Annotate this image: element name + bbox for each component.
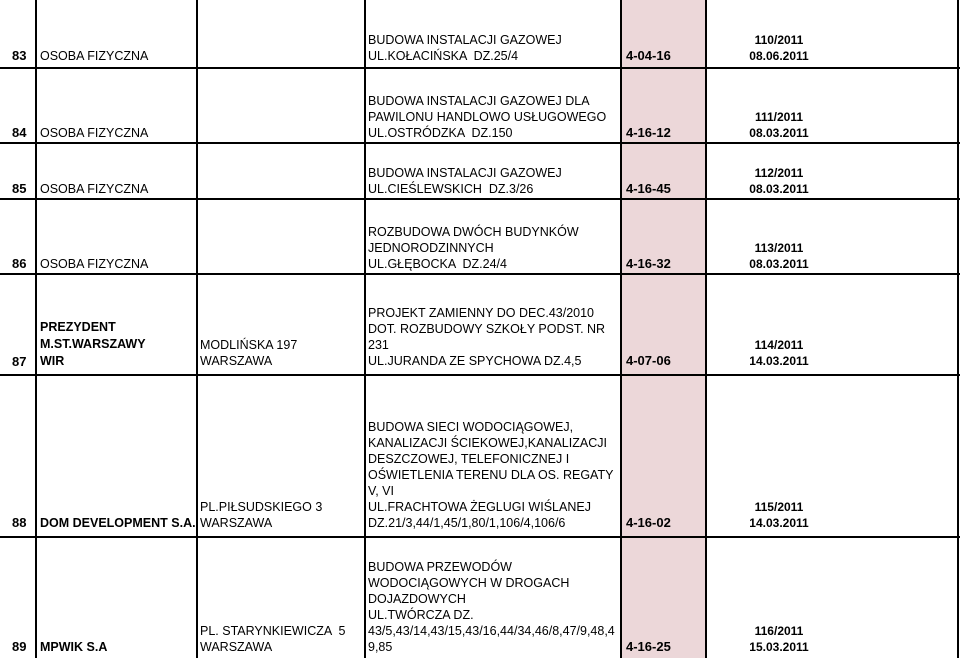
- description-line: KANALIZACJI ŚCIEKOWEJ,KANALIZACJI: [368, 436, 607, 450]
- cadastral-code: 4-16-32: [626, 256, 671, 271]
- col-divider: [35, 0, 37, 658]
- row-divider: [0, 198, 960, 200]
- col-divider: [957, 0, 959, 658]
- description-line: DOJAZDOWYCH: [368, 592, 466, 606]
- cadastral-code: 4-16-12: [626, 125, 671, 140]
- description-line: JEDNORODZINNYCH: [368, 241, 494, 255]
- decision-number: 116/2011: [754, 624, 804, 638]
- description-line: PROJEKT ZAMIENNY DO DEC.43/2010: [368, 306, 595, 320]
- decision-date: 14.03.2011: [749, 516, 809, 530]
- investor-line: OSOBA FIZYCZNA: [40, 182, 149, 196]
- cadastral-code: 4-16-45: [626, 181, 671, 196]
- address-line: WARSZAWA: [200, 640, 273, 654]
- row-divider: [0, 374, 960, 376]
- description-line: UL.JURANDA ZE SPYCHOWA DZ.4,5: [368, 354, 582, 368]
- investor-line: PREZYDENT: [40, 320, 116, 334]
- decision-date: 08.03.2011: [749, 257, 809, 271]
- decision-number: 112/2011: [754, 166, 804, 180]
- description-line: ROZBUDOWA DWÓCH BUDYNKÓW: [368, 225, 579, 239]
- investor-line: MPWIK S.A: [40, 640, 108, 654]
- investor-line: OSOBA FIZYCZNA: [40, 126, 149, 140]
- row-divider: [0, 536, 960, 538]
- investor-line: DOM DEVELOPMENT S.A.: [40, 516, 196, 530]
- cadastral-code: 4-07-06: [626, 353, 671, 368]
- decision-number: 110/2011: [754, 33, 804, 47]
- row-number: 86: [12, 256, 27, 271]
- description-line: BUDOWA INSTALACJI GAZOWEJ: [368, 166, 562, 180]
- description-line: UL.CIEŚLEWSKICH DZ.3/26: [368, 182, 534, 196]
- cadastral-code: 4-16-25: [626, 639, 671, 654]
- investor-line: OSOBA FIZYCZNA: [40, 49, 149, 63]
- row-number: 89: [12, 639, 27, 654]
- decision-date: 15.03.2011: [749, 640, 809, 654]
- description-line: BUDOWA SIECI WODOCIĄGOWEJ,: [368, 420, 574, 434]
- description-line: V, VI: [368, 484, 394, 498]
- address-line: MODLIŃSKA 197: [200, 338, 298, 352]
- address-line: WARSZAWA: [200, 354, 273, 368]
- investor-line: M.ST.WARSZAWY: [40, 337, 146, 351]
- highlighted-column: [621, 0, 705, 658]
- description-line: PAWILONU HANDLOWO USŁUGOWEGO: [368, 110, 607, 124]
- decision-number: 113/2011: [754, 241, 804, 255]
- description-line: WODOCIĄGOWYCH W DROGACH: [368, 576, 570, 590]
- col-divider: [196, 0, 198, 658]
- row-number: 88: [12, 515, 27, 530]
- decision-date: 08.06.2011: [749, 49, 809, 63]
- col-divider: [705, 0, 707, 658]
- description-line: 9,85: [368, 640, 393, 654]
- description-line: DESZCZOWEJ, TELEFONICZNEJ I: [368, 452, 570, 466]
- description-line: DOT. ROZBUDOWY SZKOŁY PODST. NR: [368, 322, 606, 336]
- row-number: 87: [12, 354, 27, 369]
- description-line: OŚWIETLENIA TERENU DLA OS. REGATY: [368, 468, 614, 482]
- description-line: 43/5,43/14,43/15,43/16,44/34,46/8,47/9,48,4: [368, 624, 615, 638]
- description-line: DZ.21/3,44/1,45/1,80/1,106/4,106/6: [368, 516, 566, 530]
- row-number: 83: [12, 48, 27, 63]
- decision-date: 14.03.2011: [749, 354, 809, 368]
- decision-number: 114/2011: [754, 338, 804, 352]
- row-number: 85: [12, 181, 27, 196]
- investor-line: OSOBA FIZYCZNA: [40, 257, 149, 271]
- description-line: UL.FRACHTOWA ŻEGLUGI WIŚLANEJ: [368, 500, 591, 514]
- address-line: PL. STARYNKIEWICZA 5: [200, 624, 346, 638]
- row-divider: [0, 273, 960, 275]
- decision-number: 115/2011: [754, 500, 804, 514]
- col-divider: [620, 0, 622, 658]
- decision-date: 08.03.2011: [749, 182, 809, 196]
- row-divider: [0, 67, 960, 69]
- col-divider: [364, 0, 366, 658]
- decision-date: 08.03.2011: [749, 126, 809, 140]
- description-line: UL.KOŁACIŃSKA DZ.25/4: [368, 49, 519, 63]
- description-line: UL.OSTRÓDZKA DZ.150: [368, 126, 513, 140]
- description-line: 231: [368, 338, 389, 352]
- address-line: WARSZAWA: [200, 516, 273, 530]
- investor-line: WIR: [40, 354, 65, 368]
- address-line: PL.PIŁSUDSKIEGO 3: [200, 500, 323, 514]
- row-number: 84: [12, 125, 27, 140]
- cadastral-code: 4-16-02: [626, 515, 671, 530]
- description-line: BUDOWA PRZEWODÓW: [368, 560, 512, 574]
- description-line: BUDOWA INSTALACJI GAZOWEJ: [368, 33, 562, 47]
- description-line: BUDOWA INSTALACJI GAZOWEJ DLA: [368, 94, 590, 108]
- cadastral-code: 4-04-16: [626, 48, 671, 63]
- decision-number: 111/2011: [754, 110, 804, 124]
- row-divider: [0, 142, 960, 144]
- description-line: UL.GŁĘBOCKA DZ.24/4: [368, 257, 507, 271]
- description-line: UL.TWÓRCZA DZ.: [368, 608, 474, 622]
